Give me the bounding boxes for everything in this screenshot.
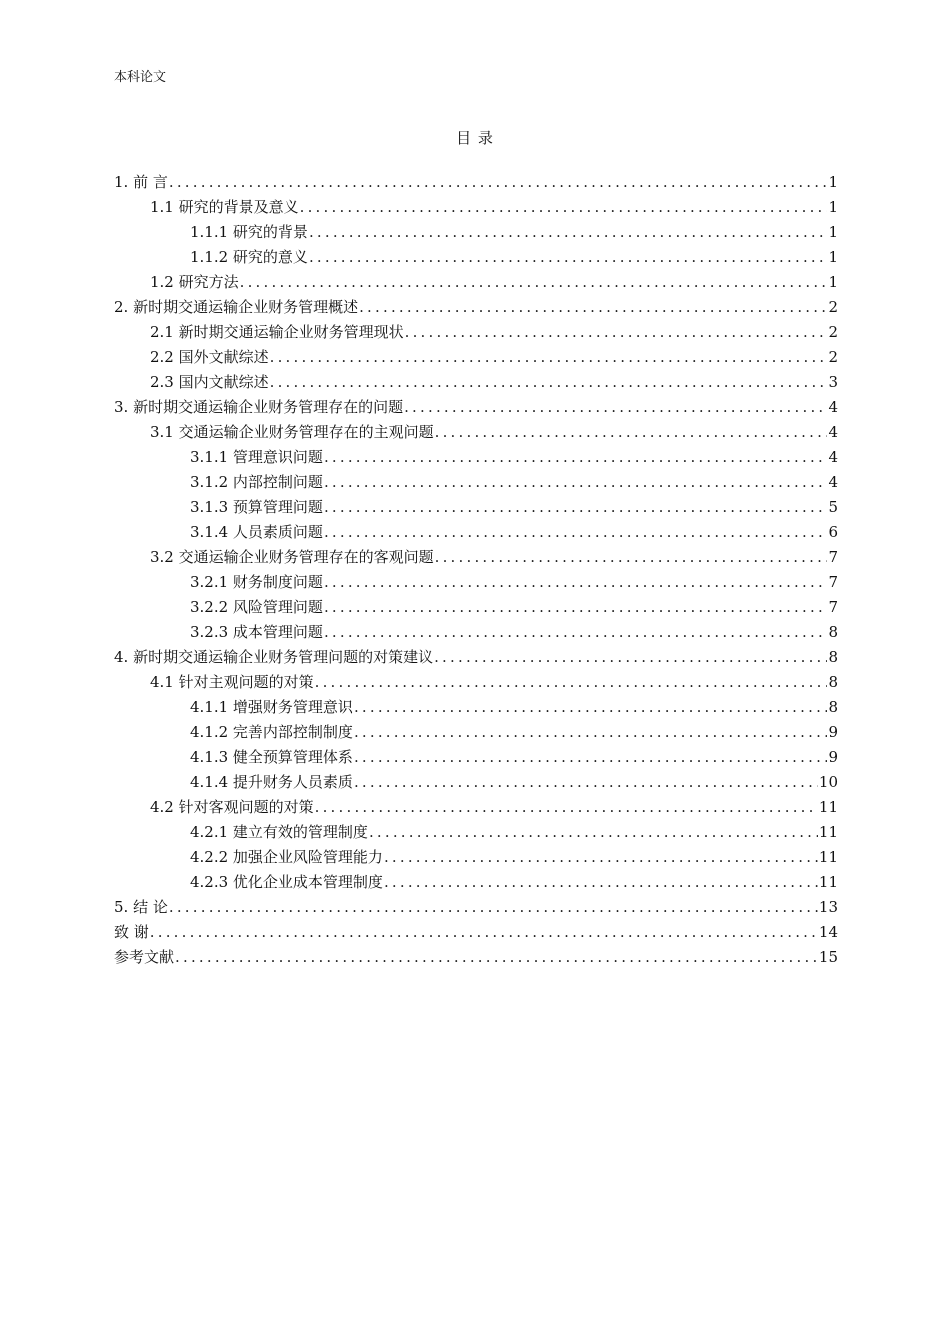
- toc-entry-page-number: 1: [828, 248, 838, 266]
- toc-dot-leader: [309, 245, 828, 270]
- toc-dot-leader: [324, 470, 828, 495]
- toc-entry[interactable]: [114, 695, 838, 720]
- toc-entry-title: 2. 新时期交通运输企业财务管理概述: [114, 298, 359, 316]
- toc-dot-leader: [324, 620, 828, 645]
- toc-entry-title: 3.1.3 预算管理问题: [190, 498, 323, 516]
- toc-entry-page-number: 4: [828, 473, 838, 491]
- toc-entry[interactable]: [114, 645, 838, 670]
- toc-entry-page-number: 1: [828, 273, 838, 291]
- toc-entry[interactable]: [114, 870, 838, 895]
- toc-entry[interactable]: [114, 670, 838, 695]
- toc-entry-title: 3.1.2 内部控制问题: [190, 473, 323, 491]
- toc-dot-leader: [300, 195, 828, 220]
- toc-dot-leader: [435, 545, 828, 570]
- toc-entry-title: 1. 前 言: [114, 173, 168, 191]
- toc-entry-title: 3. 新时期交通运输企业财务管理存在的问题: [114, 398, 404, 416]
- toc-dot-leader: [354, 720, 828, 745]
- toc-entry-title: 4.2.2 加强企业风险管理能力: [190, 848, 383, 866]
- toc-entry[interactable]: [114, 820, 838, 845]
- toc-entry[interactable]: [114, 445, 838, 470]
- toc-entry-page-number: 8: [828, 648, 838, 666]
- toc-entry[interactable]: [114, 195, 838, 220]
- toc-entry-page-number: 6: [828, 523, 838, 541]
- toc-dot-leader: [405, 320, 828, 345]
- toc-entry-title: 4.1 针对主观问题的对策: [150, 673, 314, 691]
- toc-entry[interactable]: [114, 395, 838, 420]
- toc-dot-leader: [359, 295, 827, 320]
- toc-entry-page-number: 1: [828, 223, 838, 241]
- toc-entry-page-number: 7: [828, 548, 838, 566]
- toc-dot-leader: [324, 495, 828, 520]
- toc-dot-leader: [315, 670, 828, 695]
- toc-entry-title: 2.1 新时期交通运输企业财务管理现状: [150, 323, 404, 341]
- toc-entry[interactable]: [114, 245, 838, 270]
- toc-entry[interactable]: [114, 295, 838, 320]
- toc-entry[interactable]: [114, 545, 838, 570]
- toc-entry[interactable]: [114, 570, 838, 595]
- toc-entry-page-number: 11: [818, 873, 838, 891]
- toc-entry-title: 3.1.4 人员素质问题: [190, 523, 323, 541]
- toc-entry-page-number: 4: [828, 398, 838, 416]
- toc-entry-page-number: 11: [818, 798, 838, 816]
- toc-dot-leader: [324, 445, 828, 470]
- toc-entry[interactable]: [114, 595, 838, 620]
- toc-entry-title: 4.1.2 完善内部控制制度: [190, 723, 353, 741]
- toc-entry-page-number: 4: [828, 423, 838, 441]
- toc-entry-title: 5. 结 论: [114, 898, 168, 916]
- toc-dot-leader: [324, 570, 828, 595]
- toc-entry-page-number: 1: [828, 173, 838, 191]
- toc-entry-page-number: 9: [828, 723, 838, 741]
- toc-entry[interactable]: [114, 170, 838, 195]
- toc-entry[interactable]: [114, 470, 838, 495]
- toc-dot-leader: [270, 370, 828, 395]
- toc-entry-title: 4.1.3 健全预算管理体系: [190, 748, 353, 766]
- toc-entry[interactable]: [114, 920, 838, 945]
- toc-entry[interactable]: [114, 320, 838, 345]
- toc-entry[interactable]: [114, 620, 838, 645]
- toc-entry-page-number: 14: [818, 923, 838, 941]
- toc-dot-leader: [315, 795, 818, 820]
- toc-dot-leader: [354, 745, 828, 770]
- toc-entry-title: 2.2 国外文献综述: [150, 348, 269, 366]
- toc-entry[interactable]: [114, 220, 838, 245]
- toc-dot-leader: [150, 920, 818, 945]
- toc-dot-leader: [270, 345, 828, 370]
- toc-entry-title: 4.2.1 建立有效的管理制度: [190, 823, 368, 841]
- toc-dot-leader: [324, 520, 828, 545]
- toc-entry[interactable]: [114, 270, 838, 295]
- toc-entry[interactable]: [114, 770, 838, 795]
- toc-entry-page-number: 13: [818, 898, 838, 916]
- toc-entry[interactable]: [114, 520, 838, 545]
- toc-entry[interactable]: [114, 795, 838, 820]
- toc-entry-title: 2.3 国内文献综述: [150, 373, 269, 391]
- toc-dot-leader: [354, 695, 828, 720]
- document-header-label: 本科论文: [114, 70, 167, 85]
- toc-dot-leader: [169, 895, 818, 920]
- toc-entry-title: 致 谢: [114, 923, 149, 941]
- toc-entry[interactable]: [114, 495, 838, 520]
- toc-dot-leader: [404, 395, 827, 420]
- toc-entry-title: 1.1 研究的背景及意义: [150, 198, 299, 216]
- toc-entry-page-number: 7: [828, 598, 838, 616]
- toc-entry-title: 4.1.4 提升财务人员素质: [190, 773, 353, 791]
- toc-dot-leader: [240, 270, 828, 295]
- toc-entry-page-number: 9: [828, 748, 838, 766]
- toc-dot-leader: [169, 170, 828, 195]
- toc-entry[interactable]: [114, 420, 838, 445]
- toc-entry-page-number: 8: [828, 698, 838, 716]
- toc-entry-page-number: 8: [828, 673, 838, 691]
- toc-dot-leader: [369, 820, 818, 845]
- toc-entry-title: 3.1.1 管理意识问题: [190, 448, 323, 466]
- toc-entry-page-number: 5: [828, 498, 838, 516]
- toc-entry-title: 1.2 研究方法: [150, 273, 239, 291]
- toc-dot-leader: [354, 770, 818, 795]
- toc-dot-leader: [309, 220, 828, 245]
- toc-entry-title: 3.2.3 成本管理问题: [190, 623, 323, 641]
- toc-dot-leader: [435, 420, 828, 445]
- toc-entry[interactable]: [114, 745, 838, 770]
- toc-dot-leader: [384, 845, 818, 870]
- toc-entry-page-number: 4: [828, 448, 838, 466]
- toc-dot-leader: [175, 945, 818, 970]
- toc-entry-title: 3.1 交通运输企业财务管理存在的主观问题: [150, 423, 434, 441]
- toc-entry-page-number: 10: [818, 773, 838, 791]
- toc-dot-leader: [434, 645, 827, 670]
- toc-entry-title: 4. 新时期交通运输企业财务管理问题的对策建议: [114, 648, 434, 666]
- toc-entry-page-number: 3: [828, 373, 838, 391]
- toc-entry-page-number: 2: [828, 298, 838, 316]
- toc-entry-title: 4.2.3 优化企业成本管理制度: [190, 873, 383, 891]
- toc-entry-page-number: 7: [828, 573, 838, 591]
- toc-entry[interactable]: [114, 345, 838, 370]
- toc-entry-title: 3.2.1 财务制度问题: [190, 573, 323, 591]
- toc-entry[interactable]: [114, 945, 838, 970]
- toc-title: 目 录: [456, 129, 494, 147]
- toc-entry-page-number: 11: [818, 823, 838, 841]
- toc-entry[interactable]: [114, 370, 838, 395]
- toc-entry-title: 参考文献: [114, 948, 175, 966]
- toc-entry-title: 3.2 交通运输企业财务管理存在的客观问题: [150, 548, 434, 566]
- toc-entry-page-number: 1: [828, 198, 838, 216]
- toc-entry-title: 3.2.2 风险管理问题: [190, 598, 323, 616]
- table-of-contents: [114, 170, 838, 970]
- toc-entry[interactable]: [114, 720, 838, 745]
- toc-entry-title: 4.1.1 增强财务管理意识: [190, 698, 353, 716]
- toc-entry-title: 1.1.2 研究的意义: [190, 248, 308, 266]
- toc-entry[interactable]: [114, 845, 838, 870]
- toc-entry-page-number: 2: [828, 348, 838, 366]
- toc-dot-leader: [324, 595, 828, 620]
- toc-entry-title: 1.1.1 研究的背景: [190, 223, 308, 241]
- toc-entry-title: 4.2 针对客观问题的对策: [150, 798, 314, 816]
- toc-entry-page-number: 11: [818, 848, 838, 866]
- toc-entry-page-number: 8: [828, 623, 838, 641]
- toc-entry-page-number: 15: [818, 948, 838, 966]
- toc-entry-page-number: 2: [828, 323, 838, 341]
- toc-dot-leader: [384, 870, 818, 895]
- toc-entry[interactable]: [114, 895, 838, 920]
